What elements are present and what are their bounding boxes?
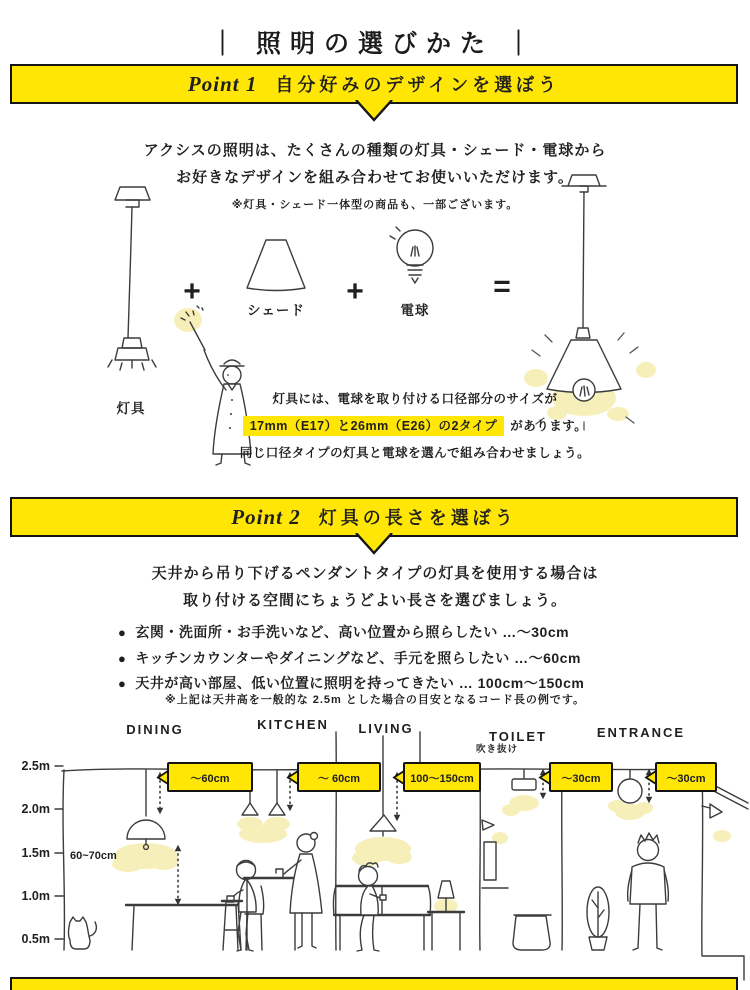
- page-title: [0, 24, 750, 60]
- scale-1-5m: 1.5m: [21, 846, 50, 860]
- bullet-icon: ●: [118, 650, 127, 666]
- cord-length-list: [118, 620, 584, 697]
- room-cross-section-illustration: [0, 708, 750, 990]
- dining-measure-label: 60~70cm: [70, 850, 117, 862]
- next-section-banner-strip: [10, 977, 738, 990]
- socket-highlight: 17mm（E17）と26mm（E26）の2タイプ: [243, 416, 505, 436]
- shade-label: シェード: [247, 303, 305, 318]
- point1-note: ※灯具・シェード一体型の商品も、一部ございます。: [231, 199, 519, 211]
- title-bar-right: ｜: [506, 30, 541, 58]
- plus-sign-2: +: [346, 275, 364, 308]
- socket-line3: 同じ口径タイプの灯具と電球を選んで組み合わせましょう。: [239, 446, 591, 460]
- list-item: [118, 646, 584, 672]
- banner-notch-icon: [353, 100, 395, 122]
- list-item-text: 天井が高い部屋、低い位置に照明を持ってきたい … 100cm～150cm: [135, 675, 585, 691]
- bulb-label: 電球: [400, 303, 430, 318]
- scale-2-5m: 2.5m: [21, 759, 50, 773]
- toilet-scene: [482, 770, 551, 950]
- point1-intro-line2: お好きなデザインを組み合わせてお使いいただけます。: [176, 169, 574, 186]
- entrance-scene: [587, 770, 731, 950]
- callout-dining-value: ～60cm: [190, 773, 230, 785]
- lamp-fixture-illustration: [108, 187, 156, 370]
- height-scale: [22, 759, 64, 946]
- bulb-illustration: [390, 227, 433, 283]
- point2-heading: 灯具の長さを選ぼう: [318, 508, 517, 528]
- callout-entrance: [646, 763, 716, 791]
- point2-intro-line1: 天井から吊り下げるペンダントタイプの灯具を使用する場合は: [151, 565, 599, 582]
- room-label-living: LIVING: [358, 721, 414, 736]
- list-item-text: キッチンカウンターやダイニングなど、手元を照らしたい …～60cm: [135, 649, 581, 666]
- socket-size-note: [150, 386, 680, 467]
- point1-heading: 自分好みのデザインを選ぼう: [275, 75, 561, 95]
- callout-dining: [158, 763, 252, 791]
- room-label-kitchen: KITCHEN: [257, 717, 329, 732]
- shade-illustration: [247, 240, 305, 291]
- room-label-entrance: ENTRANCE: [596, 725, 686, 740]
- list-item-text: 玄関・洗面所・お手洗いなど、高い位置から照らしたい …～30cm: [135, 624, 570, 640]
- atrium-label: 吹き抜け: [475, 744, 519, 755]
- socket-line1: 灯具には、電球を取り付ける口径部分のサイズが: [272, 392, 558, 406]
- plus-sign-1: +: [183, 275, 201, 308]
- socket-line2-rest: があります。: [510, 419, 588, 433]
- point2-banner: [10, 497, 738, 537]
- callout-living: [394, 763, 480, 791]
- fixture-label: 灯具: [116, 401, 146, 416]
- callout-living-value: 100～150cm: [410, 773, 474, 785]
- callout-kitchen: [288, 763, 380, 791]
- bullet-icon: ●: [118, 625, 127, 640]
- callout-entrance-value: ～30cm: [666, 773, 706, 785]
- point2-label: Point 2: [231, 504, 301, 529]
- point2-intro: [0, 560, 750, 614]
- callout-toilet-value: ～30cm: [561, 773, 601, 785]
- socket-line2: [150, 413, 680, 440]
- point1-label: Point 1: [187, 71, 258, 96]
- scale-2-0m: 2.0m: [21, 802, 50, 816]
- point1-intro-line1: アクシスの照明は、たくさんの種類の灯具・シェード・電球から: [143, 142, 607, 159]
- scale-0-5m: 0.5m: [21, 932, 50, 946]
- bullet-icon: ●: [118, 676, 127, 691]
- point2-note: ※上記は天井高を一般的な 2.5m とした場合の目安となるコード長の例です。: [165, 694, 585, 706]
- list-item: [118, 620, 584, 646]
- room-label-toilet: TOILET: [489, 729, 547, 744]
- callout-kitchen-value: ～ 60cm: [317, 773, 361, 785]
- room-label-dining: DINING: [126, 722, 184, 737]
- page-title-text: 照明の選びかた: [255, 30, 494, 58]
- callout-toilet: [540, 763, 612, 791]
- title-bar-left: ｜: [209, 30, 244, 58]
- scale-1-0m: 1.0m: [21, 889, 50, 903]
- banner-notch-icon: [353, 533, 395, 555]
- point1-banner: [10, 64, 738, 104]
- equals-sign: =: [493, 270, 511, 303]
- point2-intro-line2: 取り付ける空間にちょうどよい長さを選びましょう。: [182, 592, 567, 609]
